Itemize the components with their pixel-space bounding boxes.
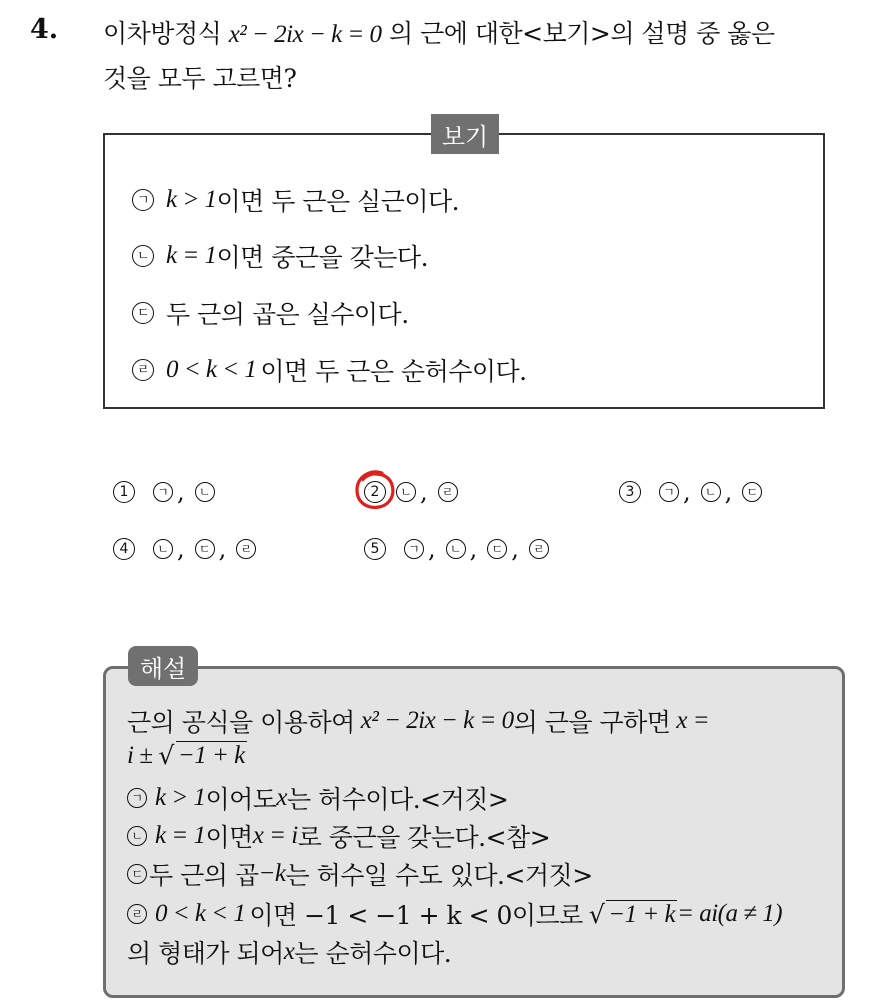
text: 는 허수일 수도 있다.<거짓>	[285, 861, 593, 890]
marker-giyeok: ㄱ	[404, 539, 424, 559]
marker-rieul: ㄹ	[127, 904, 147, 924]
option-number: 5	[364, 538, 386, 560]
statement-math: k = 1	[166, 242, 217, 269]
marker-digeut: ㄷ	[132, 302, 154, 324]
question-line1-pre: 이차방정식	[103, 19, 229, 48]
text: 두 근의 곱	[149, 861, 259, 890]
math: x = i	[252, 822, 298, 849]
marker-nieun: ㄴ	[127, 826, 147, 846]
text: 이어도	[205, 785, 277, 814]
marker-giyeok: ㄱ	[153, 482, 173, 502]
option-number: 4	[113, 538, 135, 560]
marker-nieun: ㄴ	[396, 482, 416, 502]
math: k > 1	[155, 784, 206, 811]
solution-title: 해설	[128, 646, 198, 686]
statement-math: 0 < k < 1	[166, 356, 257, 383]
marker-digeut: ㄷ	[127, 864, 147, 884]
option-5[interactable]: 5 ㄱ , ㄴ , ㄷ , ㄹ	[364, 535, 549, 563]
marker-rieul: ㄹ	[132, 359, 154, 381]
text: 의 근을 구하면	[513, 708, 671, 737]
bogi-statement-1	[132, 182, 459, 218]
marker-digeut: ㄷ	[487, 539, 507, 559]
marker-digeut: ㄷ	[742, 482, 762, 502]
option-3[interactable]: 3 ㄱ , ㄴ , ㄷ	[619, 478, 762, 506]
solution-line-1	[127, 703, 709, 739]
math: −k	[258, 860, 286, 887]
text: 근의 공식을 이용하여	[127, 708, 355, 737]
solution-line-5	[127, 856, 593, 892]
math: = ai(a ≠ 1)	[677, 900, 783, 927]
bogi-title: 보기	[431, 114, 499, 154]
marker-giyeok: ㄱ	[132, 189, 154, 211]
sqrt-icon: √	[158, 741, 174, 770]
text: 이면	[205, 823, 253, 852]
statement-math: k > 1	[166, 186, 217, 213]
math: k = 1	[155, 822, 206, 849]
question-number: 4.	[30, 14, 59, 45]
math: 0 < k < 1	[155, 900, 246, 927]
option-2[interactable]: 2 ㄴ , ㄹ	[364, 478, 458, 506]
math: x	[283, 938, 295, 965]
marker-digeut: ㄷ	[195, 539, 215, 559]
option-4[interactable]: 4 ㄴ , ㄷ , ㄹ	[113, 535, 256, 563]
bogi-statement-3	[132, 295, 409, 331]
option-1[interactable]: 1 ㄱ , ㄴ	[113, 478, 215, 506]
text: 는 순허수이다.	[294, 939, 452, 968]
answer-circle-mark-icon	[352, 467, 398, 513]
math: x =	[676, 707, 710, 734]
text: 로 중근을 갖는다.<참>	[297, 823, 551, 852]
marker-rieul: ㄹ	[438, 482, 458, 502]
solution-line-4	[127, 818, 550, 854]
marker-giyeok: ㄱ	[659, 482, 679, 502]
question-text	[103, 12, 873, 101]
marker-nieun: ㄴ	[446, 539, 466, 559]
solution-line-3	[127, 780, 508, 816]
option-number: 3	[619, 481, 641, 503]
solution-line-2	[127, 741, 247, 770]
text: 의 형태가 되어	[127, 939, 284, 968]
text: 는 허수이다.<거짓>	[287, 785, 509, 814]
math: x² − 2ix − k = 0	[360, 707, 514, 734]
marker-nieun: ㄴ	[195, 482, 215, 502]
marker-rieul: ㄹ	[236, 539, 256, 559]
statement-text: 이면 두 근은 실근이다.	[216, 187, 460, 216]
math: x	[276, 784, 288, 811]
sqrt-radicand: −1 + k	[177, 742, 245, 770]
bogi-statement-4	[132, 352, 527, 388]
marker-nieun: ㄴ	[132, 245, 154, 267]
statement-text: 이면 두 근은 순허수이다.	[260, 357, 527, 386]
option-number: 2	[364, 481, 386, 503]
marker-nieun: ㄴ	[701, 482, 721, 502]
sqrt-icon: √	[588, 899, 605, 929]
sqrt-radicand: −1 + k	[608, 900, 676, 928]
question-line1-post: 의 근에 대한<보기>의 설명 중 옳은	[381, 19, 775, 48]
marker-giyeok: ㄱ	[127, 788, 147, 808]
marker-rieul: ㄹ	[529, 539, 549, 559]
solution-line-6	[127, 896, 782, 932]
question-line2: 것을 모두 고르면?	[103, 64, 297, 93]
question-equation: x² − 2ix − k = 0	[228, 21, 382, 48]
statement-text: 이면 중근을 갖는다.	[216, 243, 429, 272]
statement-text: 두 근의 곱은 실수이다.	[166, 300, 409, 329]
solution-line-7	[127, 934, 451, 970]
text: 이면 −1 < −1 + k < 0이므로	[249, 901, 583, 930]
marker-nieun: ㄴ	[153, 539, 173, 559]
bogi-statement-2	[132, 238, 428, 274]
math: i ±	[127, 741, 153, 769]
option-number: 1	[113, 481, 135, 503]
